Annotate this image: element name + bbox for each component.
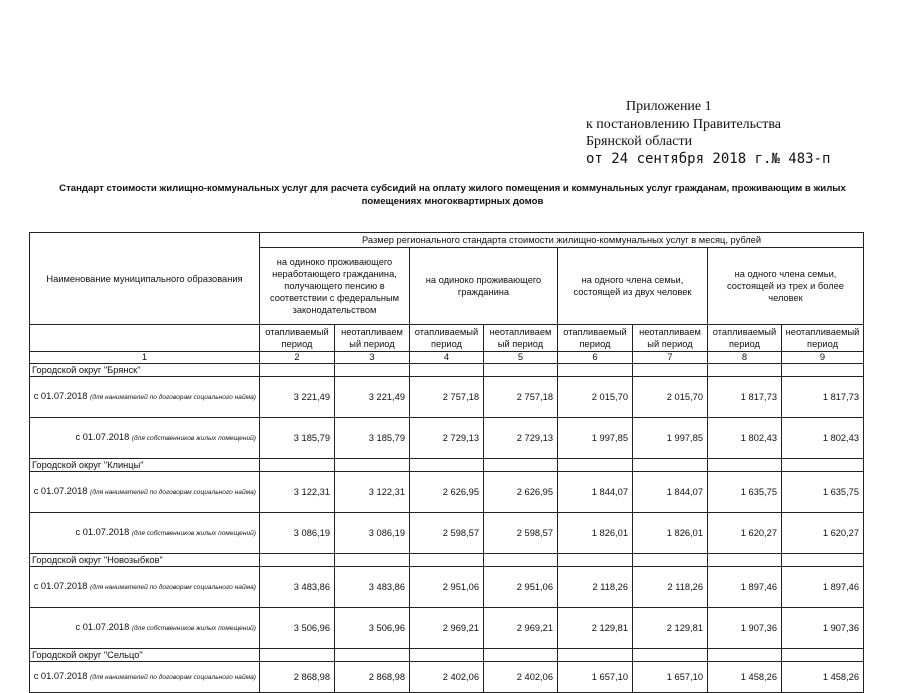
period-header: отапливаемый период (708, 325, 782, 352)
table-body (30, 233, 864, 693)
column-number: 7 (633, 352, 708, 364)
empty-cell (633, 364, 708, 377)
appendix-line-2: к постановлению Правительства (586, 116, 782, 132)
value-cell: 1 817,73 (708, 377, 782, 418)
value-cell: 2 129,81 (558, 608, 633, 649)
empty-cell (335, 554, 410, 567)
value-cell: 3 506,96 (260, 608, 335, 649)
value-cell: 2 868,98 (335, 662, 410, 693)
value-cell: 1 897,46 (708, 567, 782, 608)
value-cell: 2 129,81 (633, 608, 708, 649)
appendix-line-3: Брянской области (586, 134, 693, 149)
value-cell: 1 844,07 (558, 472, 633, 513)
section-row (30, 554, 864, 567)
value-cell: 1 635,75 (708, 472, 782, 513)
value-cell: 1 897,46 (782, 567, 864, 608)
period-header: отапливаемый период (260, 325, 335, 352)
row-label (30, 662, 260, 693)
column-header-municipality: Наименование муниципального образования (30, 233, 260, 325)
row-date: с 01.07.2018 (33, 581, 88, 591)
value-cell: 2 729,13 (484, 418, 558, 459)
row-label (30, 377, 260, 418)
appendix-line-4: от 24 сентября 2018 г.№ 483-п (586, 150, 831, 167)
column-number: 4 (410, 352, 484, 364)
row-label (30, 513, 260, 554)
period-header: неотапливаемый период (782, 325, 864, 352)
value-cell: 2 626,95 (484, 472, 558, 513)
empty-cell (558, 459, 633, 472)
empty-cell (633, 554, 708, 567)
empty-cell (260, 649, 335, 662)
empty-cell (782, 649, 864, 662)
value-cell: 3 122,31 (335, 472, 410, 513)
empty-cell (782, 554, 864, 567)
row-label (30, 472, 260, 513)
empty-cell (558, 554, 633, 567)
empty-cell (708, 554, 782, 567)
value-cell: 1 844,07 (633, 472, 708, 513)
row-label (30, 608, 260, 649)
table-row (30, 662, 864, 693)
value-cell: 1 802,43 (782, 418, 864, 459)
column-number: 2 (260, 352, 335, 364)
empty-cell (260, 364, 335, 377)
row-note: (для нанимателей по договорам социального найма) (90, 674, 256, 681)
value-cell: 3 483,86 (335, 567, 410, 608)
section-row (30, 649, 864, 662)
table-row (30, 472, 864, 513)
table-row (30, 608, 864, 649)
value-cell: 2 598,57 (410, 513, 484, 554)
empty-cell (410, 364, 484, 377)
empty-cell (410, 459, 484, 472)
value-cell: 1 826,01 (633, 513, 708, 554)
row-note: (для нанимателей по договорам социального найма) (90, 489, 256, 496)
empty-cell (484, 459, 558, 472)
group-header-2: на одиноко проживающего гражданина (410, 248, 558, 325)
value-cell: 2 729,13 (410, 418, 484, 459)
column-number: 8 (708, 352, 782, 364)
empty-cell (558, 364, 633, 377)
value-cell: 1 620,27 (782, 513, 864, 554)
value-cell: 2 969,21 (410, 608, 484, 649)
period-header: неотапливаем ый период (484, 325, 558, 352)
row-date: с 01.07.2018 (33, 671, 88, 681)
period-header: отапливаемый период (410, 325, 484, 352)
empty-cell (335, 364, 410, 377)
empty-cell (260, 459, 335, 472)
blank-cell (30, 325, 260, 352)
value-cell: 3 483,86 (260, 567, 335, 608)
empty-cell (708, 459, 782, 472)
value-cell: 2 757,18 (484, 377, 558, 418)
value-cell: 2 118,26 (633, 567, 708, 608)
row-label (30, 418, 260, 459)
value-cell: 1 997,85 (633, 418, 708, 459)
empty-cell (484, 364, 558, 377)
section-name: Городской округ "Сельцо" (30, 649, 260, 662)
value-cell: 2 757,18 (410, 377, 484, 418)
value-cell: 1 826,01 (558, 513, 633, 554)
section-name: Городской округ "Новозыбков" (30, 554, 260, 567)
value-cell: 1 907,36 (708, 608, 782, 649)
row-note: (для собственников жилых помещений) (131, 530, 256, 537)
value-cell: 2 951,06 (484, 567, 558, 608)
value-cell: 1 817,73 (782, 377, 864, 418)
value-cell: 3 086,19 (260, 513, 335, 554)
row-date: с 01.07.2018 (75, 622, 130, 632)
value-cell: 3 221,49 (260, 377, 335, 418)
empty-cell (335, 459, 410, 472)
value-cell: 1 997,85 (558, 418, 633, 459)
value-cell: 2 015,70 (558, 377, 633, 418)
value-cell: 2 402,06 (410, 662, 484, 693)
table-row (30, 567, 864, 608)
row-date: с 01.07.2018 (75, 432, 130, 442)
empty-cell (484, 649, 558, 662)
row-date: с 01.07.2018 (33, 486, 88, 496)
value-cell: 2 015,70 (633, 377, 708, 418)
value-cell: 1 657,10 (633, 662, 708, 693)
empty-cell (782, 459, 864, 472)
column-number: 6 (558, 352, 633, 364)
value-cell: 2 626,95 (410, 472, 484, 513)
column-number: 5 (484, 352, 558, 364)
empty-cell (633, 459, 708, 472)
empty-cell (335, 649, 410, 662)
table-row (30, 377, 864, 418)
period-header: отапливаемый период (558, 325, 633, 352)
value-cell: 1 458,26 (782, 662, 864, 693)
column-number: 3 (335, 352, 410, 364)
section-row (30, 459, 864, 472)
value-cell: 2 969,21 (484, 608, 558, 649)
document-title: Стандарт стоимости жилищно-коммунальных услуг для расчета субсидий на оплату жилого помещения и коммунальных услуг гражданам, проживающим в жилых помещениях многоквартирных домов (59, 183, 846, 207)
row-label (30, 567, 260, 608)
value-cell: 2 951,06 (410, 567, 484, 608)
value-cell: 1 635,75 (782, 472, 864, 513)
value-cell: 3 086,19 (335, 513, 410, 554)
empty-cell (260, 554, 335, 567)
appendix-line-1: Приложение 1 (626, 99, 712, 114)
group-header-1: на одиноко проживающего неработающего гражданина, получающего пенсию в соответствии с федеральным законодательством (260, 248, 410, 325)
section-name: Городской округ "Клинцы" (30, 459, 260, 472)
value-cell: 2 598,57 (484, 513, 558, 554)
value-cell: 2 868,98 (260, 662, 335, 693)
empty-cell (558, 649, 633, 662)
row-date: с 01.07.2018 (33, 391, 88, 401)
empty-cell (782, 364, 864, 377)
row-note: (для собственников жилых помещений) (131, 435, 256, 442)
period-header: неотапливаем ый период (633, 325, 708, 352)
value-cell: 1 458,26 (708, 662, 782, 693)
value-cell: 2 118,26 (558, 567, 633, 608)
value-cell: 3 185,79 (335, 418, 410, 459)
value-cell: 1 907,36 (782, 608, 864, 649)
table-row (30, 418, 864, 459)
row-note: (для собственников жилых помещений) (131, 625, 256, 632)
value-cell: 3 122,31 (260, 472, 335, 513)
empty-cell (708, 649, 782, 662)
row-note: (для нанимателей по договорам социального найма) (90, 394, 256, 401)
section-row (30, 364, 864, 377)
column-number: 1 (30, 352, 260, 364)
value-cell: 1 657,10 (558, 662, 633, 693)
empty-cell (708, 364, 782, 377)
value-cell: 3 506,96 (335, 608, 410, 649)
appendix-header (586, 98, 830, 168)
empty-cell (410, 649, 484, 662)
group-header-4: на одного члена семьи, состоящей из трех и более человек (708, 248, 864, 325)
value-cell: 1 802,43 (708, 418, 782, 459)
period-header: неотапливаем ый период (335, 325, 410, 352)
value-cell: 2 402,06 (484, 662, 558, 693)
group-header-3: на одного члена семьи, состоящей из двух человек (558, 248, 708, 325)
value-cell: 3 221,49 (335, 377, 410, 418)
value-cell: 1 620,27 (708, 513, 782, 554)
row-date: с 01.07.2018 (75, 527, 130, 537)
value-cell: 3 185,79 (260, 418, 335, 459)
column-number: 9 (782, 352, 864, 364)
section-name: Городской округ "Брянск" (30, 364, 260, 377)
super-header: Размер регионального стандарта стоимости жилищно-коммунальных услуг в месяц, рублей (260, 233, 864, 248)
standard-cost-table (29, 232, 864, 693)
row-note: (для нанимателей по договорам социального найма) (90, 584, 256, 591)
empty-cell (484, 554, 558, 567)
empty-cell (410, 554, 484, 567)
table-row (30, 513, 864, 554)
empty-cell (633, 649, 708, 662)
